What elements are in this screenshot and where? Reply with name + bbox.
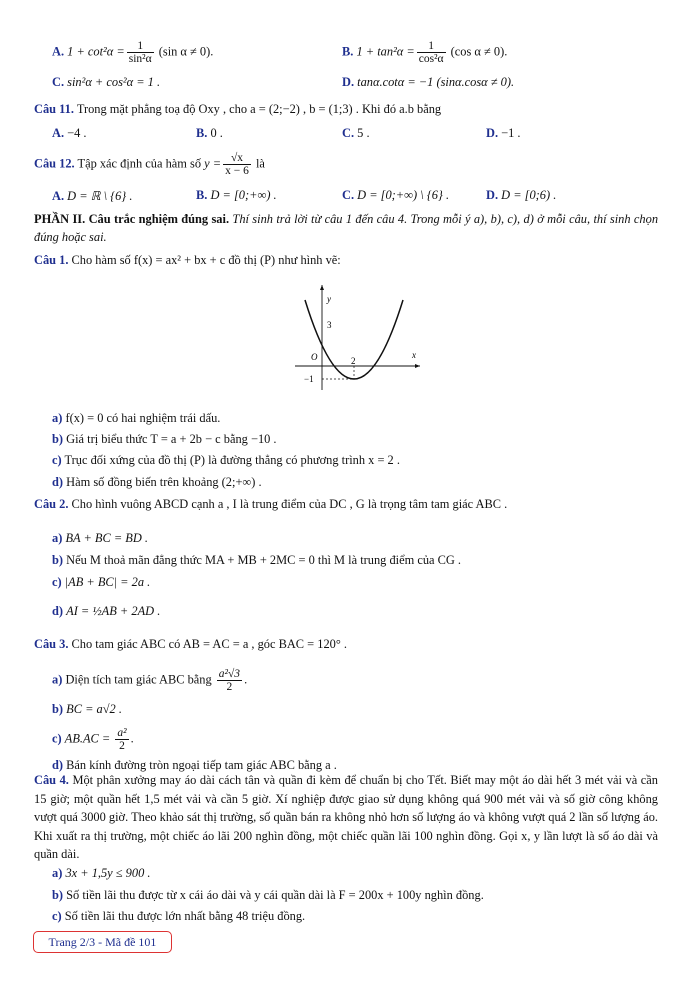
- q12-option-c[interactable]: C. D = [0;+∞) \ {6} .: [342, 188, 450, 202]
- page-footer: Trang 2/3 - Mã đề 101: [33, 931, 172, 953]
- q11-option-c[interactable]: C. 5 .: [342, 126, 370, 140]
- c2-item-b[interactable]: b) Nếu M thoả mãn đẳng thức MA + MB + 2MC = 0 thì M là trung điểm của CG .: [52, 553, 462, 567]
- c4-item-c[interactable]: c) Số tiền lãi thu được lớn nhất bằng 48 triệu đồng.: [52, 909, 306, 923]
- c3-item-c[interactable]: c) AB.AC = $\frac{\text{a²}}{2}$ .: [52, 727, 134, 752]
- tick-minus-1: −1: [304, 374, 314, 384]
- q10-option-b[interactable]: B. 1 + tan²α = $\frac{1}{\text{cos²α}}$ (cos α ≠ 0).: [342, 40, 508, 65]
- c1-item-a[interactable]: a) f(x) = 0 có hai nghiệm trái dấu.: [52, 411, 221, 425]
- y-label: y: [327, 294, 331, 304]
- c1-item-c[interactable]: c) Trục đối xứng của đồ thị (P) là đường thẳng có phương trình x = 2 .: [52, 453, 400, 467]
- q10-option-a[interactable]: A. 1 + cot²α = $\frac{1}{\text{sin²α}}$ (sin α ≠ 0).: [52, 40, 214, 65]
- q12-option-b[interactable]: B. D = [0;+∞) .: [196, 188, 277, 202]
- x-axis-arrow: [415, 364, 420, 368]
- c3-item-a[interactable]: a) Diện tích tam giác ABC bằng $\frac{\text{a²√3}}{2}$ .: [52, 668, 248, 693]
- q10-option-c[interactable]: C. sin²α + cos²α = 1 .: [52, 75, 161, 89]
- q12-option-d[interactable]: D. D = [0;6) .: [486, 188, 557, 202]
- c2-item-a[interactable]: a) BA + BC = BD .: [52, 531, 149, 545]
- c2-stem: Câu 2. Cho hình vuông ABCD cạnh a , I là trung điểm của DC , G là trọng tâm tam giác ABC .: [34, 497, 508, 511]
- c3-stem: Câu 3. Cho tam giác ABC có AB = AC = a , góc BAC = 120° .: [34, 637, 347, 651]
- tick-3: 3: [327, 320, 332, 330]
- q11-option-d[interactable]: D. −1 .: [486, 126, 521, 140]
- x-label: x: [412, 350, 416, 360]
- c3-item-d[interactable]: d) Bán kính đường tròn ngoại tiếp tam giác ABC bằng a .: [52, 758, 337, 772]
- part2-header: PHẦN II. Câu trắc nghiệm đúng sai. Thí sinh trả lời từ câu 1 đến câu 4. Trong mỗi ý a), b), c), d) ở mỗi câu, thí sinh chọn đúng hoặc sai.: [34, 212, 659, 244]
- c1-item-b[interactable]: b) Giá trị biểu thức T = a + 2b − c bằng −10 .: [52, 432, 277, 446]
- c3-item-b[interactable]: b) BC = a√2 .: [52, 702, 122, 716]
- y-axis-arrow: [320, 285, 324, 290]
- c2-item-d[interactable]: d) AI = ½AB + 2AD .: [52, 604, 161, 618]
- c1-item-d[interactable]: d) Hàm số đồng biến trên khoảng (2;+∞) .: [52, 475, 262, 489]
- q11-option-a[interactable]: A. −4 .: [52, 126, 87, 140]
- q10-option-d[interactable]: D. tanα.cotα = −1 (sinα.cosα ≠ 0).: [342, 75, 515, 89]
- question-11: Câu 11. Trong mặt phẳng toạ độ Oxy , cho a = (2;−2) , b = (1;3) . Khi đó a.b bằng: [34, 102, 442, 116]
- q12-option-a[interactable]: A. D = ℝ \ {6} .: [52, 189, 133, 203]
- tick-2: 2: [351, 356, 356, 366]
- c4-item-b[interactable]: b) Số tiền lãi thu được từ x cái áo dài và y cái quần dài là F = 200x + 100y nghìn đồng.: [52, 888, 484, 902]
- c4-item-a[interactable]: a) 3x + 1,5y ≤ 900 .: [52, 866, 151, 880]
- parabola-graph: [290, 280, 430, 392]
- q11-option-b[interactable]: B. 0 .: [196, 126, 223, 140]
- question-12: Câu 12. Tập xác định của hàm số y = $\frac{√x}{x - 6}$ là: [34, 152, 265, 177]
- c1-stem: Câu 1. Cho hàm số f(x) = ax² + bx + c đồ thị (P) như hình vẽ:: [34, 253, 341, 267]
- c2-item-c[interactable]: c) |AB + BC| = 2a .: [52, 575, 151, 589]
- origin-label: O: [311, 352, 318, 362]
- c4-stem: Câu 4. Một phân xưởng may áo dài cách tân và quần đi kèm để chuẩn bị cho Tết. Biết may một áo dài hết 3 mét vải và cần 15 giờ; một quần hết 1,5 mét vải và cần 5 giờ. Xí nghiệp được giao sử dụng không quá 900 mét vải và số giờ công không vượt quá 3000 giờ. Theo khảo sát thị trường, số quần bán ra không nhỏ hơn số lượng áo và không vượt quá 2 lần số lượng áo. Khi xuất ra thị trường, một chiếc áo lãi 200 nghìn đồng, một chiếc quần lãi 100 nghìn đồng. Gọi x, y lần lượt là số áo dài và quần dài.: [34, 773, 658, 861]
